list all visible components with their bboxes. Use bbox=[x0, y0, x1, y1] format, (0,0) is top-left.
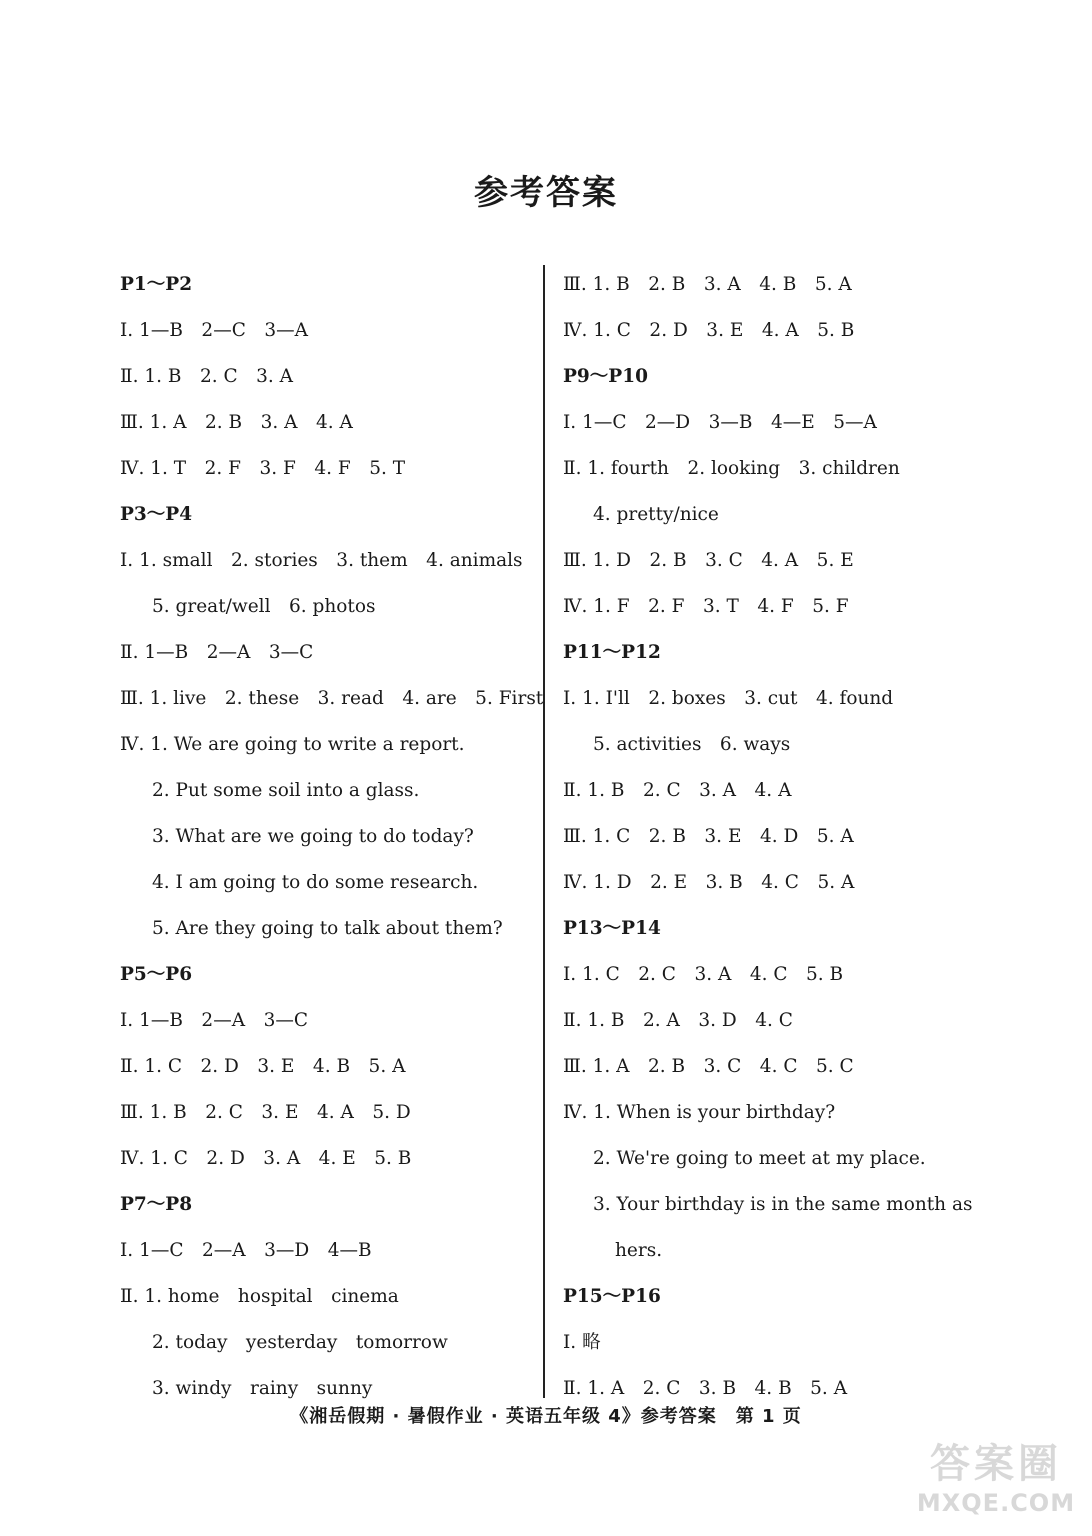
answer-line: Ⅰ. 1—C 2—A 3—D 4—B bbox=[120, 1240, 372, 1261]
answer-line: Ⅱ. 1. B 2. A 3. D 4. C bbox=[563, 1010, 793, 1031]
answer-line: Ⅱ. 1. fourth 2. looking 3. children bbox=[563, 458, 900, 479]
section-heading: P13～P14 bbox=[563, 918, 661, 939]
answer-line: Ⅰ. 略 bbox=[563, 1332, 601, 1353]
answer-line: Ⅳ. 1. We are going to write a report. bbox=[120, 734, 465, 755]
watermark-text: 答案圈 bbox=[930, 1441, 1062, 1487]
answer-column-right bbox=[563, 262, 993, 1412]
section-heading: P3～P4 bbox=[120, 504, 193, 525]
answer-line: Ⅱ. 1. A 2. C 3. B 4. B 5. A bbox=[563, 1378, 848, 1399]
answer-line: 5. great/well 6. photos bbox=[152, 596, 376, 617]
answer-line: Ⅲ. 1. A 2. B 3. C 4. C 5. C bbox=[563, 1056, 854, 1077]
answer-line: Ⅰ. 1—C 2—D 3—B 4—E 5—A bbox=[563, 412, 877, 433]
column-divider bbox=[543, 265, 545, 1398]
answer-line: Ⅲ. 1. A 2. B 3. A 4. A bbox=[120, 412, 353, 433]
section-heading: P9～P10 bbox=[563, 366, 648, 387]
answer-line: Ⅳ. 1. C 2. D 3. A 4. E 5. B bbox=[120, 1148, 412, 1169]
answer-line: hers. bbox=[615, 1240, 663, 1261]
answer-line: 3. windy rainy sunny bbox=[152, 1378, 373, 1399]
watermark-logo bbox=[906, 1440, 1086, 1530]
answer-line: 5. activities 6. ways bbox=[593, 734, 791, 755]
section-heading: P11～P12 bbox=[563, 642, 661, 663]
answer-line: Ⅰ. 1. I'll 2. boxes 3. cut 4. found bbox=[563, 688, 894, 709]
answer-line: Ⅰ. 1. C 2. C 3. A 4. C 5. B bbox=[563, 964, 844, 985]
answer-line: Ⅱ. 1. C 2. D 3. E 4. B 5. A bbox=[120, 1056, 406, 1077]
answer-line: Ⅱ. 1. B 2. C 3. A bbox=[120, 366, 294, 387]
section-heading: P5～P6 bbox=[120, 964, 193, 985]
watermark-url: MXQE.COM bbox=[916, 1489, 1076, 1517]
answer-line: Ⅲ. 1. B 2. C 3. E 4. A 5. D bbox=[120, 1102, 411, 1123]
answer-line: Ⅲ. 1. D 2. B 3. C 4. A 5. E bbox=[563, 550, 854, 571]
answer-line: Ⅲ. 1. C 2. B 3. E 4. D 5. A bbox=[563, 826, 854, 847]
answer-line: Ⅱ. 1—B 2—A 3—C bbox=[120, 642, 314, 663]
answer-line: 3. What are we going to do today? bbox=[152, 826, 474, 847]
answer-line: Ⅳ. 1. D 2. E 3. B 4. C 5. A bbox=[563, 872, 855, 893]
section-heading: P1～P2 bbox=[120, 274, 193, 295]
answer-line: Ⅲ. 1. live 2. these 3. read 4. are 5. First bbox=[120, 688, 544, 709]
page-footer: 《湘岳假期 · 暑假作业 · 英语五年级 4》参考答案 第 1 页 bbox=[290, 1406, 802, 1427]
answer-line: Ⅱ. 1. B 2. C 3. A 4. A bbox=[563, 780, 792, 801]
answer-line: 5. Are they going to talk about them? bbox=[152, 918, 503, 939]
answer-line: 2. today yesterday tomorrow bbox=[152, 1332, 448, 1353]
answer-line: Ⅰ. 1—B 2—A 3—C bbox=[120, 1010, 308, 1031]
answer-column-left bbox=[120, 262, 544, 1412]
answer-line: 4. I am going to do some research. bbox=[152, 872, 479, 893]
answer-line: Ⅳ. 1. T 2. F 3. F 4. F 5. T bbox=[120, 458, 406, 479]
answer-line: Ⅳ. 1. C 2. D 3. E 4. A 5. B bbox=[563, 320, 855, 341]
answer-line: 3. Your birthday is in the same month as bbox=[593, 1194, 973, 1215]
answer-line: Ⅱ. 1. home hospital cinema bbox=[120, 1286, 399, 1307]
answer-line: Ⅰ. 1—B 2—C 3—A bbox=[120, 320, 308, 341]
answer-line: Ⅳ. 1. When is your birthday? bbox=[563, 1102, 836, 1123]
answer-line: 4. pretty/nice bbox=[593, 504, 719, 525]
section-heading: P15～P16 bbox=[563, 1286, 661, 1307]
answer-line: Ⅲ. 1. B 2. B 3. A 4. B 5. A bbox=[563, 274, 852, 295]
answer-line: 2. We're going to meet at my place. bbox=[593, 1148, 926, 1169]
section-heading: P7～P8 bbox=[120, 1194, 193, 1215]
answer-line: Ⅰ. 1. small 2. stories 3. them 4. animals bbox=[120, 550, 523, 571]
answer-line: Ⅳ. 1. F 2. F 3. T 4. F 5. F bbox=[563, 596, 849, 617]
page-title: 参考答案 bbox=[474, 173, 618, 213]
answer-line: 2. Put some soil into a glass. bbox=[152, 780, 420, 801]
